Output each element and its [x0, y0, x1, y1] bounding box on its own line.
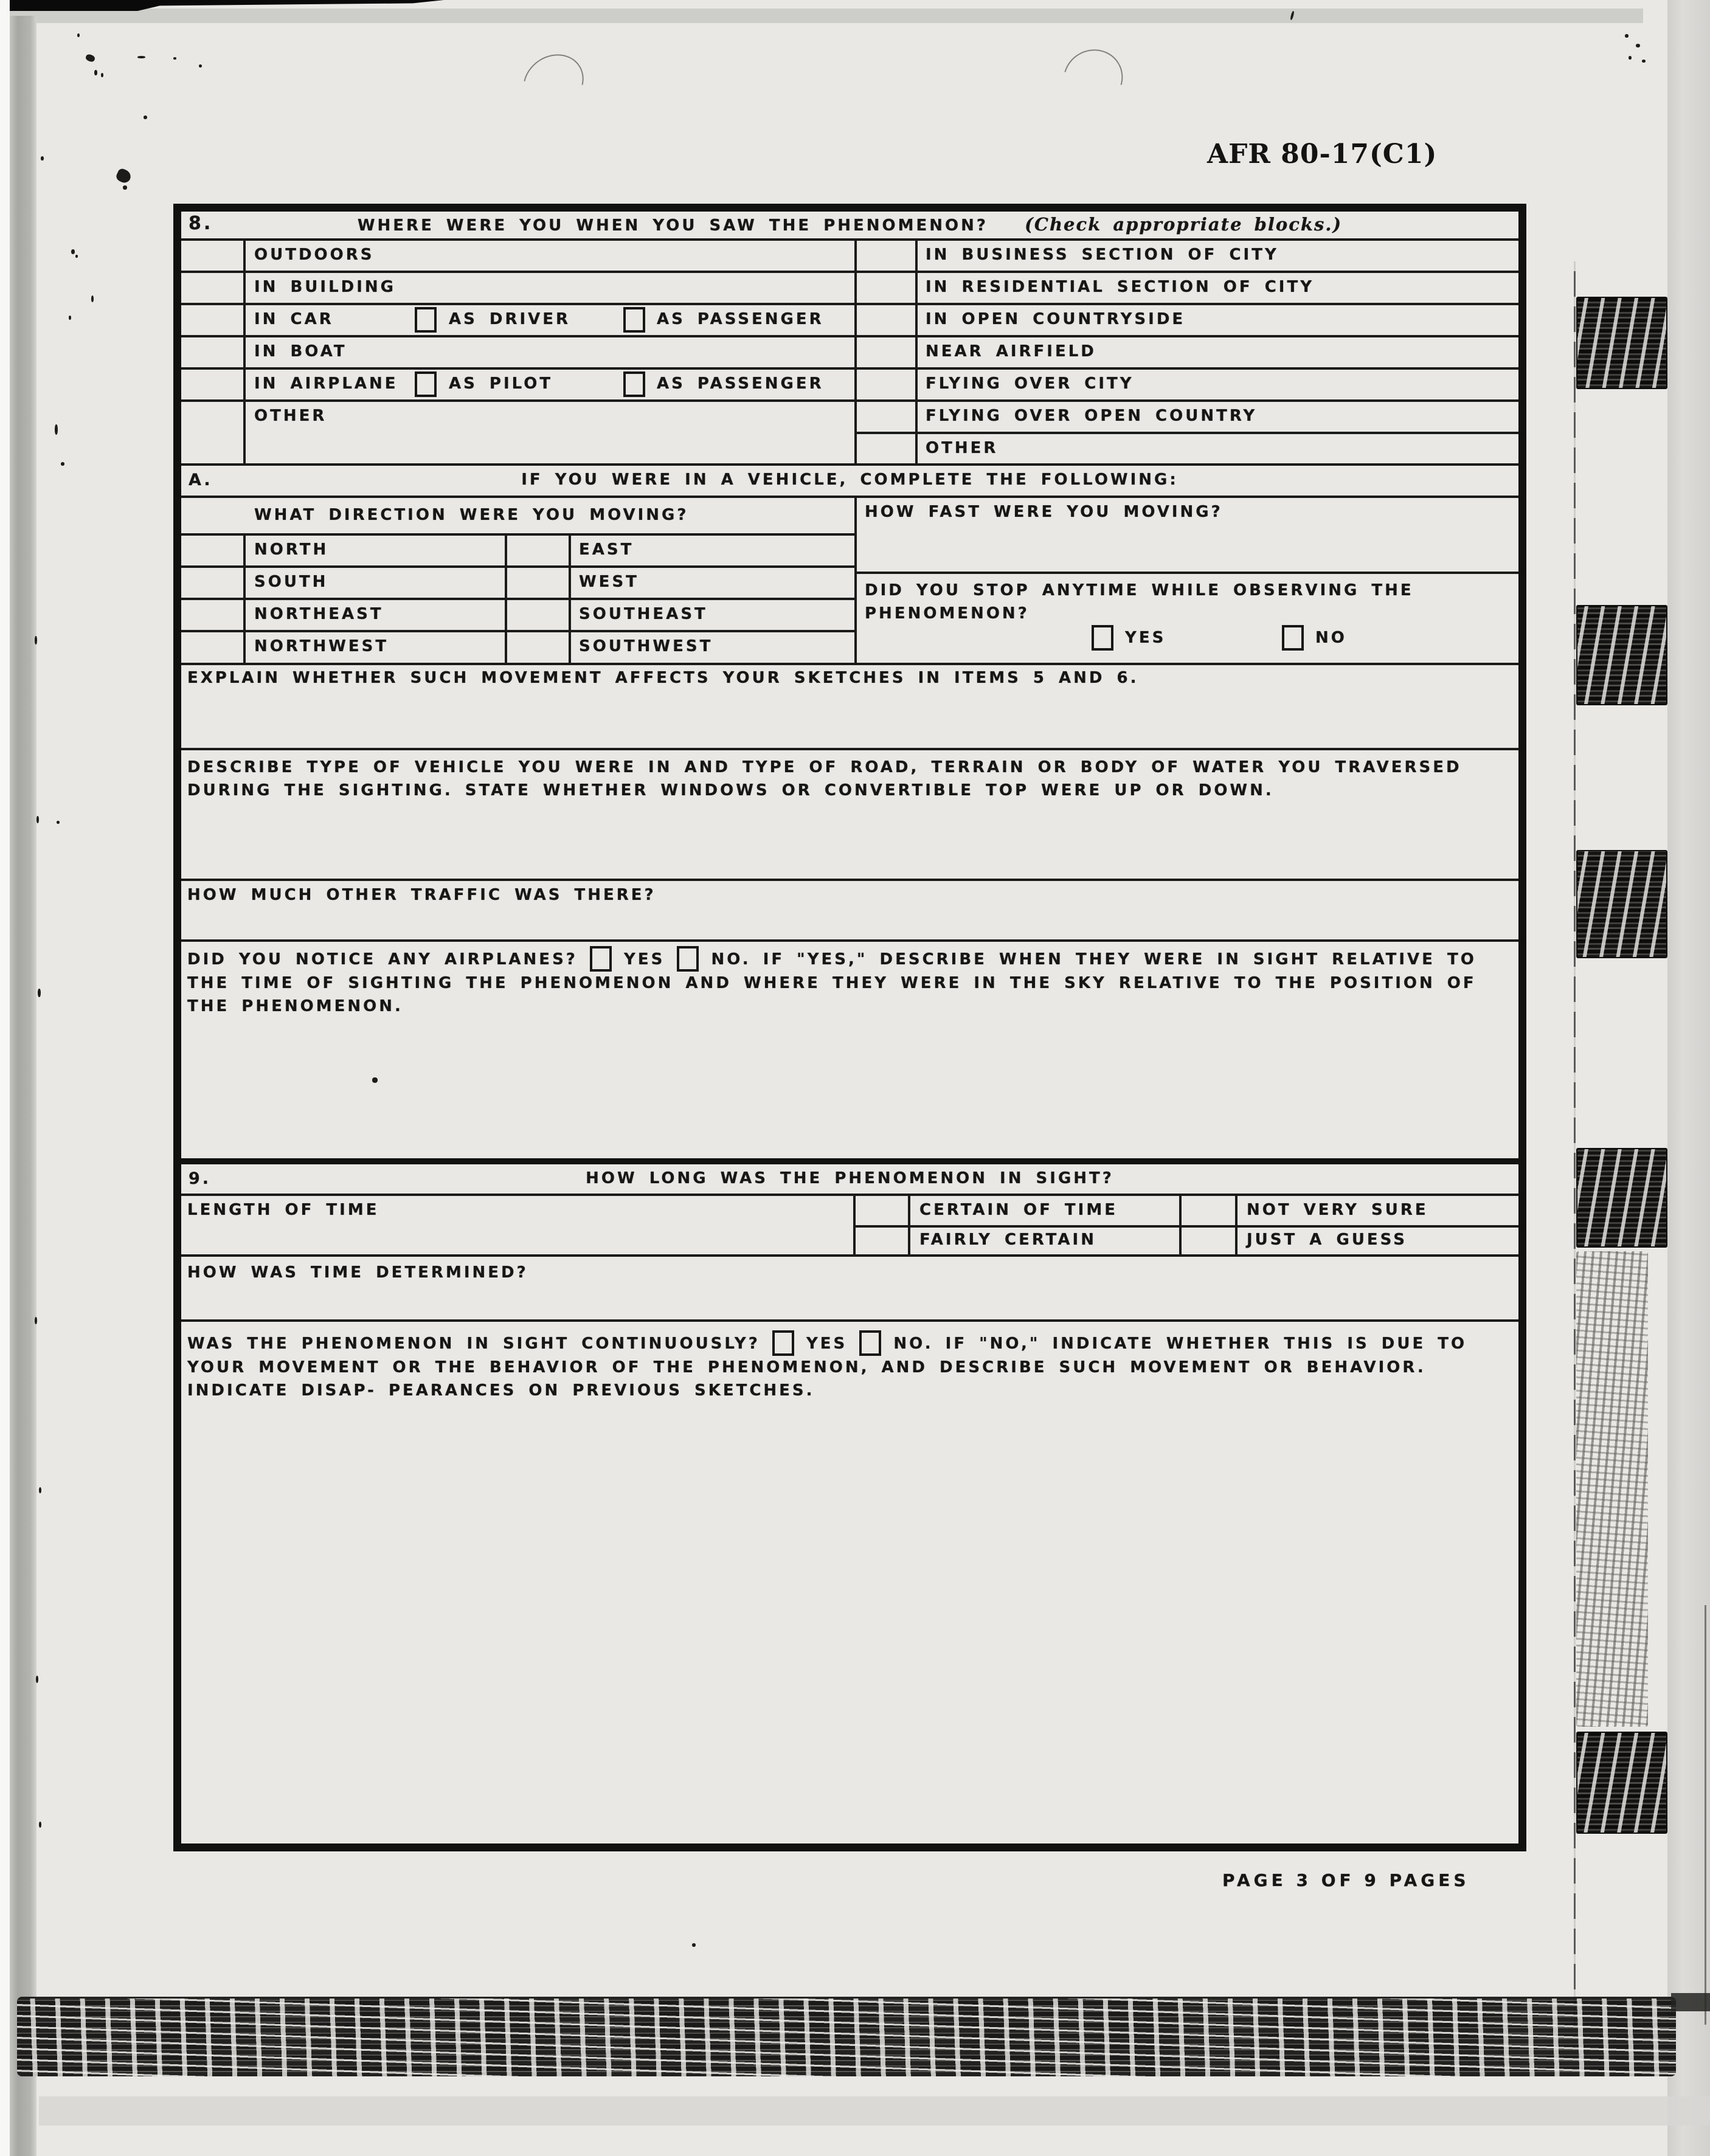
rule — [569, 533, 571, 663]
speck — [39, 1487, 41, 1493]
rule — [181, 271, 1518, 273]
section8-note: (Check appropriate blocks.) — [1025, 214, 1343, 235]
option-open-countryside: IN OPEN COUNTRYSIDE — [926, 310, 1186, 328]
speck — [1629, 56, 1632, 60]
checkbox-as-driver[interactable] — [415, 307, 437, 333]
rule — [181, 939, 1518, 942]
rule — [181, 663, 1518, 665]
airplanes-no-label: NO. — [711, 950, 751, 969]
speck — [57, 821, 60, 824]
rule — [1235, 1194, 1238, 1254]
checkbox-cell-business-city[interactable] — [857, 238, 915, 271]
checkbox-cell-fairly-certain[interactable] — [856, 1225, 908, 1254]
direction-question: WHAT DIRECTION WERE YOU MOVING? — [254, 506, 689, 524]
speck — [35, 1317, 37, 1324]
scan-artifact — [1671, 1993, 1710, 2011]
just-a-guess-label: JUST A GUESS — [1247, 1231, 1407, 1249]
rule — [181, 748, 1518, 750]
speck — [1625, 34, 1629, 38]
checkbox-cell-northeast[interactable] — [181, 598, 243, 630]
continuous-question-block — [187, 1330, 1516, 1402]
option-near-airfield: NEAR AIRFIELD — [926, 342, 1096, 361]
option-in-boat: IN BOAT — [254, 342, 347, 361]
checkbox-cell-east[interactable] — [505, 533, 569, 565]
option-other-right: OTHER — [926, 439, 999, 457]
rule — [854, 572, 1518, 574]
time-determined-question: HOW WAS TIME DETERMINED? — [187, 1263, 528, 1282]
option-southeast: SOUTHEAST — [579, 605, 708, 623]
continuous-question: WAS THE PHENOMENON IN SIGHT CONTINUOUSLY? — [187, 1335, 760, 1353]
speck — [144, 116, 147, 119]
page-number: PAGE 3 OF 9 PAGES — [1222, 1870, 1470, 1890]
rule — [181, 879, 1518, 881]
checkbox-cell-in-building[interactable] — [181, 271, 243, 303]
rule — [243, 533, 246, 663]
checkbox-airplanes-yes[interactable] — [590, 946, 612, 972]
speck — [36, 1676, 38, 1683]
scan-artifact-speckle — [1576, 1251, 1648, 1727]
checkbox-cell-flying-over-city[interactable] — [857, 367, 915, 399]
scan-artifact-band — [1576, 297, 1667, 389]
checkbox-as-passenger-airplane[interactable] — [623, 371, 645, 397]
speck — [91, 295, 94, 302]
speck — [75, 255, 78, 258]
option-north: NORTH — [254, 541, 329, 559]
speck — [71, 249, 75, 254]
speed-question: HOW FAST WERE YOU MOVING? — [865, 503, 1223, 521]
continuous-rest: IF "NO," INDICATE WHETHER THIS IS DUE TO YOUR MOVEMENT OR THE BEHAVIOR OF THE PHENOMENON, AND DESCRIBE SUCH MOVEMENT OR BEHAVIOR. INDICATE DISAP- PEARANCES ON PREVIOUS SKETCHES. — [187, 1335, 1467, 1400]
scan-artifact-hairline — [1574, 261, 1576, 2025]
checkbox-cell-west[interactable] — [505, 565, 569, 598]
checkbox-cell-south[interactable] — [181, 565, 243, 598]
section8-header — [181, 214, 1518, 235]
length-of-time-label: LENGTH OF TIME — [187, 1201, 379, 1219]
speck — [69, 316, 71, 320]
option-as-passenger-airplane: AS PASSENGER — [657, 375, 824, 393]
option-outdoors: OUTDOORS — [254, 246, 375, 264]
airplanes-question: DID YOU NOTICE ANY AIRPLANES? — [187, 950, 578, 969]
rule — [243, 238, 246, 463]
option-residential-city: IN RESIDENTIAL SECTION OF CITY — [926, 278, 1315, 296]
section-divider — [173, 1158, 1526, 1164]
section9-title: HOW LONG WAS THE PHENOMENON IN SIGHT? — [586, 1169, 1114, 1187]
speck — [173, 57, 176, 60]
certain-of-time-label: CERTAIN OF TIME — [919, 1201, 1118, 1219]
scan-artifact-left-strip — [0, 0, 10, 2156]
rule — [181, 303, 1518, 305]
checkbox-cell-certain-of-time[interactable] — [856, 1194, 908, 1225]
form-reference: AFR 80-17(C1) — [1207, 139, 1438, 170]
option-in-car: IN CAR — [254, 310, 334, 328]
checkbox-as-pilot[interactable] — [415, 371, 437, 397]
scan-artifact-band — [1576, 850, 1667, 958]
checkbox-airplanes-no[interactable] — [677, 946, 699, 972]
section8-number: 8. — [189, 213, 213, 234]
checkbox-continuous-yes[interactable] — [772, 1330, 794, 1356]
checkbox-as-passenger-car[interactable] — [623, 307, 645, 333]
speck — [85, 54, 96, 63]
checkbox-cell-not-very-sure[interactable] — [1182, 1194, 1235, 1225]
option-west: WEST — [579, 573, 639, 591]
checkbox-cell-north[interactable] — [181, 533, 243, 565]
airplanes-question-block — [187, 946, 1516, 1018]
speck — [41, 156, 44, 161]
rule — [854, 432, 1518, 434]
rule — [181, 335, 1518, 337]
checkbox-cell-in-boat[interactable] — [181, 335, 243, 367]
option-as-driver: AS DRIVER — [449, 310, 571, 328]
rule — [915, 238, 918, 463]
checkbox-cell-residential-city[interactable] — [857, 271, 915, 303]
speck — [77, 33, 80, 37]
scan-artifact-top-band — [6, 9, 1643, 23]
speck — [35, 636, 37, 644]
speck — [1642, 60, 1646, 63]
scan-artifact-right-column — [1667, 0, 1710, 2156]
scan-artifact-arc — [512, 43, 595, 123]
option-flying-over-city: FLYING OVER CITY — [926, 375, 1134, 393]
scan-artifact-left-band — [10, 16, 36, 2156]
sectionA-letter: A. — [189, 471, 213, 489]
rule — [854, 496, 857, 663]
option-in-building: IN BUILDING — [254, 278, 396, 296]
section9-number: 9. — [189, 1169, 212, 1188]
checkbox-cell-near-airfield[interactable] — [857, 335, 915, 367]
option-east: EAST — [579, 541, 634, 559]
not-very-sure-label: NOT VERY SURE — [1247, 1201, 1428, 1219]
rule — [181, 238, 1518, 241]
option-south: SOUTH — [254, 573, 328, 591]
fairly-certain-label: FAIRLY CERTAIN — [919, 1231, 1096, 1249]
checkbox-cell-in-airplane[interactable] — [181, 367, 243, 399]
option-northwest: NORTHWEST — [254, 637, 389, 655]
option-flying-open-country: FLYING OVER OPEN COUNTRY — [926, 407, 1258, 425]
rule — [908, 1194, 910, 1254]
speck — [123, 185, 127, 190]
option-business-city: IN BUSINESS SECTION OF CITY — [926, 246, 1279, 264]
stop-yes-label: YES — [1125, 629, 1166, 647]
option-as-passenger-car: AS PASSENGER — [657, 310, 824, 328]
rule — [181, 1254, 1518, 1257]
checkbox-cell-southeast[interactable] — [505, 598, 569, 630]
speck — [199, 64, 202, 67]
continuous-no-label: NO. — [893, 1335, 933, 1353]
option-as-pilot: AS PILOT — [449, 375, 553, 393]
checkbox-cell-just-a-guess[interactable] — [1182, 1225, 1235, 1254]
rule — [181, 496, 1518, 498]
checkbox-cell-southwest[interactable] — [505, 630, 569, 663]
checkbox-cell-northwest[interactable] — [181, 630, 243, 663]
stop-no-label: NO — [1315, 629, 1347, 647]
stop-question: DID YOU STOP ANYTIME WHILE OBSERVING THE PHENOMENON? — [865, 581, 1414, 623]
checkbox-cell-outdoors[interactable] — [181, 238, 243, 271]
speck — [36, 816, 39, 823]
scan-artifact-band — [1576, 605, 1667, 705]
rule — [181, 1319, 1518, 1322]
speck — [137, 56, 145, 58]
speck — [1636, 44, 1640, 47]
scan-artifact-bottom-band — [17, 1997, 1676, 2076]
section8-title: WHERE WERE YOU WHEN YOU SAW THE PHENOMENON? — [357, 216, 988, 235]
checkbox-cell-other-right[interactable] — [857, 432, 915, 463]
scan-artifact-band — [1576, 1148, 1667, 1248]
rule — [181, 1194, 1518, 1196]
continuous-yes-label: YES — [806, 1335, 848, 1353]
vehicle-prompt: DESCRIBE TYPE OF VEHICLE YOU WERE IN AND TYPE OF ROAD, TERRAIN OR BODY OF WATER YOU TRAVERSED DURING THE SIGHTING. STATE WHETHER WINDOWS OR CONVERTIBLE TOP WERE UP OR DOWN. — [187, 758, 1462, 800]
speck — [692, 1943, 696, 1947]
airplanes-yes-label: YES — [624, 950, 665, 969]
scan-artifact-hairline — [1705, 1605, 1706, 2025]
option-in-airplane: IN AIRPLANE — [254, 375, 398, 393]
scan-artifact-band — [1576, 1732, 1667, 1834]
speck — [61, 462, 64, 466]
scan-artifact — [39, 2096, 1710, 2126]
explain-prompt: EXPLAIN WHETHER SUCH MOVEMENT AFFECTS YOUR SKETCHES IN ITEMS 5 AND 6. — [187, 669, 1139, 687]
speck — [115, 167, 133, 185]
speck — [38, 989, 41, 997]
checkbox-cell-flying-open-country[interactable] — [857, 399, 915, 432]
option-northeast: NORTHEAST — [254, 605, 384, 623]
scan-artifact-arc — [1053, 39, 1134, 119]
checkbox-stop-yes[interactable] — [1092, 625, 1113, 651]
checkbox-continuous-no[interactable] — [859, 1330, 881, 1356]
option-other-left: OTHER — [254, 407, 327, 425]
sectionA-title: IF YOU WERE IN A VEHICLE, COMPLETE THE FOLLOWING: — [521, 471, 1179, 489]
option-southwest: SOUTHWEST — [579, 637, 713, 655]
rule — [181, 463, 1518, 466]
speck — [94, 70, 97, 75]
checkbox-cell-open-countryside[interactable] — [857, 303, 915, 335]
checkbox-stop-no[interactable] — [1282, 625, 1304, 651]
rule — [181, 367, 1518, 370]
airplanes-rest: IF "YES," DESCRIBE WHEN THEY WERE IN SIGHT RELATIVE TO THE TIME OF SIGHTING THE PHENOMENON AND WHERE THEY WERE IN THE SKY RELATIVE TO THE POSITION OF THE PHENOMENON. — [187, 950, 1476, 1015]
traffic-question: HOW MUCH OTHER TRAFFIC WAS THERE? — [187, 886, 656, 904]
speck — [101, 73, 103, 77]
checkbox-cell-in-car[interactable] — [181, 303, 243, 335]
speck — [55, 424, 58, 435]
rule — [181, 399, 1518, 402]
form-border — [173, 204, 1526, 1851]
checkbox-cell-other-left[interactable] — [181, 399, 243, 463]
speck — [39, 1822, 41, 1828]
